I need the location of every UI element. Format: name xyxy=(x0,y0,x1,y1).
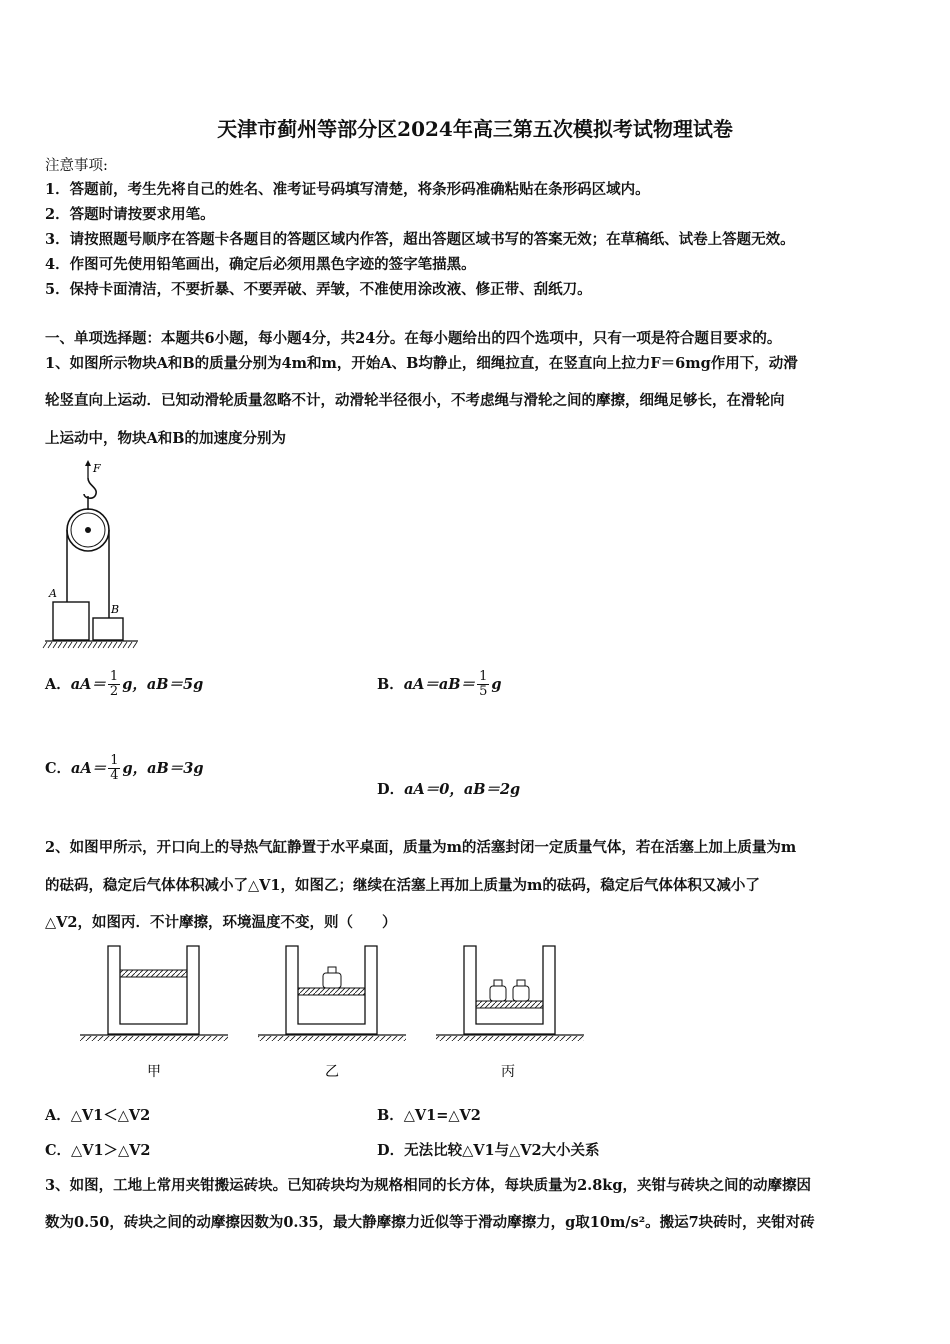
block-b-label: B xyxy=(111,603,120,616)
block-a xyxy=(53,602,89,640)
note-item: 4．作图可先使用铅笔画出，确定后必须用黑色字迹的签字笔描黑。 xyxy=(45,256,476,273)
section-heading: 一、单项选择题：本题共6小题，每小题4分，共24分。在每小题给出的四个选项中，只有一项是符合题目要求的。 xyxy=(45,330,782,347)
caption-bing: 丙 xyxy=(501,1064,515,1080)
note-item: 5．保持卡面清洁，不要折暴、不要弄破、弄皱，不准使用涂改液、修正带、刮纸刀。 xyxy=(45,281,592,298)
q2-text-line: 2、如图甲所示，开口向上的导热气缸静置于水平桌面，质量为m的活塞封闭一定质量气体，若在活塞上加上质量为m xyxy=(45,839,797,856)
q2-option-b[interactable]: B．△V1=△V2 xyxy=(377,1107,481,1124)
option-label: D． xyxy=(377,781,405,798)
q1-option-c[interactable]: C．aA＝ $\frac{1}{4}$ g，aB＝3g xyxy=(45,753,204,784)
q2-option-d[interactable]: D．无法比较△V1与△V2大小关系 xyxy=(377,1142,600,1159)
q2-text-line: 的砝码，稳定后气体体积减小了△V1，如图乙；继续在活塞上再加上质量为m的砝码，稳定后气体体积又减小了 xyxy=(45,877,760,894)
q2-text-line: △V2，如图丙．不计摩擦，环境温度不变，则（ ） xyxy=(45,914,397,931)
q1-text-line: 1、如图所示物块A和B的质量分别为4m和m，开始A、B均静止，细绳拉直，在竖直向上拉力F＝6mg作用下，动滑 xyxy=(45,355,798,372)
cylinder-jia xyxy=(80,946,228,1041)
q1-text-line: 轮竖直向上运动．已知动滑轮质量忽略不计，动滑轮半径很小，不考虑绳与滑轮之间的摩擦，细绳足够长，在滑轮向 xyxy=(45,392,785,409)
option-label: B． xyxy=(377,675,404,693)
q1-option-d[interactable]: D．aA＝0，aB＝2g xyxy=(377,781,521,798)
cylinder-yi xyxy=(258,946,406,1041)
q3-text-line: 3、如图，工地上常用夹钳搬运砖块。已知砖块均为规格相同的长方体，每块质量为2.8kg，夹钳与砖块之间的动摩擦因 xyxy=(45,1177,811,1194)
cylinder-figures xyxy=(75,938,605,1088)
q3-text-line: 数为0.50，砖块之间的动摩擦因数为0.35，最大静摩擦力近似等于滑动摩擦力，g取10m/s²。搬运7块砖时，夹钳对砖 xyxy=(45,1214,815,1231)
force-label: F xyxy=(93,462,101,475)
note-item: 1．答题前，考生先将自己的姓名、准考证号码填写清楚，将条形码准确粘贴在条形码区域内。 xyxy=(45,181,650,198)
q1-option-b[interactable]: B．aA＝aB＝ $\frac{1}{5}$ g xyxy=(377,669,502,700)
page-title: 天津市蓟州等部分区2024年高三第五次模拟考试物理试卷 xyxy=(217,117,733,141)
notes-heading: 注意事项: xyxy=(45,158,108,174)
block-b xyxy=(93,618,123,640)
note-item: 3．请按照题号顺序在答题卡各题目的答题区域内作答，超出答题区域书写的答案无效；在草稿纸、试卷上答题无效。 xyxy=(45,231,795,248)
note-item: 2．答题时请按要求用笔。 xyxy=(45,206,215,223)
option-label: A． xyxy=(45,675,71,693)
fraction: $\frac{1}{2}$ xyxy=(109,669,119,700)
q1-text-line: 上运动中，物块A和B的加速度分别为 xyxy=(45,430,287,447)
caption-jia: 甲 xyxy=(147,1064,161,1080)
caption-yi: 乙 xyxy=(325,1064,339,1080)
q2-option-c[interactable]: C．△V1＞△V2 xyxy=(45,1142,151,1159)
q2-option-a[interactable]: A．△V1＜△V2 xyxy=(45,1107,151,1124)
block-a-label: A xyxy=(49,587,57,600)
ground-hatch xyxy=(43,642,137,648)
fraction: $\frac{1}{5}$ xyxy=(479,669,488,700)
pulley-figure xyxy=(40,458,150,653)
option-label: C． xyxy=(45,759,72,777)
cylinder-bing xyxy=(436,946,584,1041)
fraction: $\frac{1}{4}$ xyxy=(110,753,119,784)
q1-option-a[interactable]: A．aA＝ $\frac{1}{2}$ g，aB＝5g xyxy=(45,669,204,700)
